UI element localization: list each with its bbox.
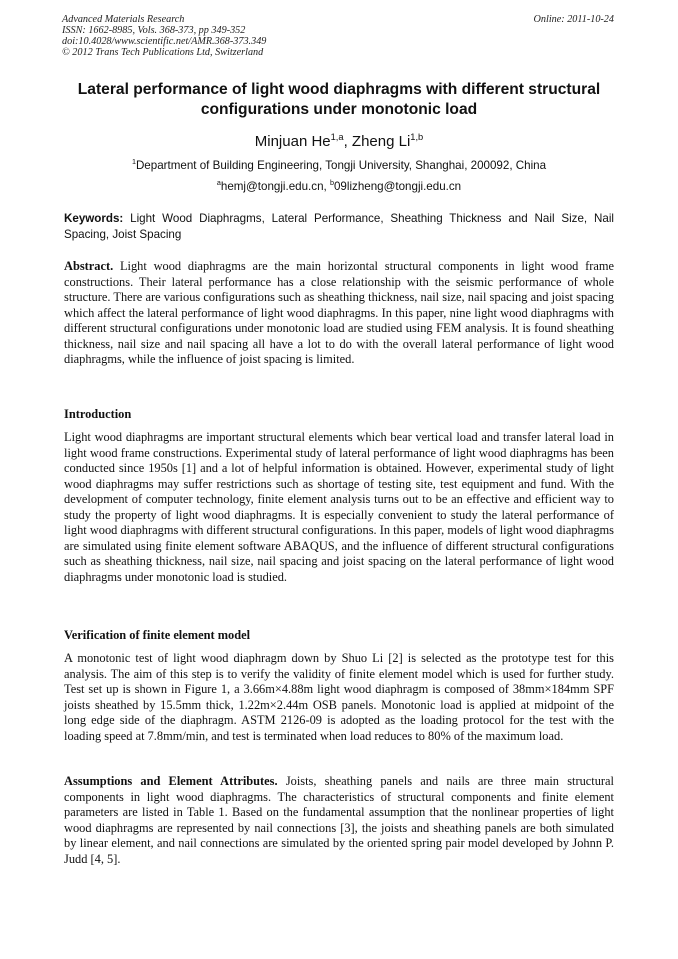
doi-line: doi:10.4028/www.scientific.net/AMR.368-373.349: [62, 36, 267, 47]
copyright-line: © 2012 Trans Tech Publications Ltd, Switzerland: [62, 47, 264, 58]
author-2-affil-sup: 1,b: [410, 132, 424, 142]
issn-line: ISSN: 1662-8985, Vols. 368-373, pp 349-352: [62, 25, 246, 36]
assumptions-text: Joists, sheathing panels and nails are three main structural components in light wood diaphragms. The characteristics of structural components and finite element parameters are listed in Table 1. Based on the fundamental assumption that the nonlinear properties of light wood diaphragms are represented by nail connections [3], the joists and sheathing panels are both simulated by linear element, and nail connections are simulated by the oriented spring pair model developed by Johnn P. Judd [4, 5].: [64, 774, 614, 866]
abstract-text: Light wood diaphragms are the main horizontal structural components in light wood frame constructions. Their lateral performance has a close relationship with the seismic performance of whole structure. There are various configurations such as sheathing thickness, nail size, nail spacing and joist spacing which affect the lateral performance of light wood diaphragms. In this paper, nine light wood diaphragms with different structural configurations under monotonic load are studied using FEM analysis. It is found sheathing thickness, nail size and nail spacing all have a lot to do with the overall lateral performance of light wood diaphragms, while the influence of joist spacing is limited.: [64, 259, 614, 366]
assumptions-label: Assumptions and Element Attributes.: [64, 774, 278, 788]
email-a-sup: a: [216, 178, 221, 188]
keywords-label: Keywords:: [64, 212, 124, 225]
email-a: hemj@tongji.edu.cn,: [220, 180, 330, 193]
author-separator: ,: [343, 133, 352, 150]
introduction-heading: Introduction: [64, 407, 132, 421]
paper-title: Lateral performance of light wood diaphragms with different structural configurations under monotonic load: [77, 81, 601, 118]
author-1-affil-sup: 1,a: [330, 132, 344, 142]
verification-paragraph: A monotonic test of light wood diaphragm down by Shuo Li [2] is selected as the prototype test for this analysis. The aim of this step is to verify the validity of finite element model which is used for further study. Test set up is shown in Figure 1, a 3.66m×4.88m light wood diaphragm is composed of 38mm×184mm SPF joists sheathed by 15.5mm thick, 1.22m×2.44m OSB panels. Monotonic load is applied at midpoint of the long edge side of the diaphragm. ASTM 2126-09 is adopted as the loading protocol for the test with the loading speed at 7.8mm/min, and test is terminated when load reduces to 80% of the maximum load.: [64, 651, 614, 743]
author-2-name: Zheng Li: [351, 133, 411, 150]
journal-header: [62, 14, 614, 58]
email-b: 09lizheng@tongji.edu.cn: [333, 180, 462, 193]
email-line: [0, 180, 678, 194]
verification-heading: Verification of finite element model: [64, 628, 251, 642]
introduction-paragraph: Light wood diaphragms are important structural elements which bear vertical load and transfer lateral load in light wood frame constructions. Experimental study of lateral performance of light wood diaphragms has been conducted since 1950s [1] and a lot of helpful information is obtained. However, experimental study of light wood diaphragms may suffer restrictions such as shortage of testing site, test equipment and fund. With the development of computer technology, finite element analysis turns out to be an effective and efficient way to study the property of light wood diaphragms. It is especially convenient to study the lateral performance of light wood diaphragms with different structural configurations. In this paper, models of light wood diaphragms are simulated using finite element software ABAQUS, and the influence of different structural configurations such as sheathing thickness, nail size, nail spacing and joist spacing on the lateral performance of light wood diaphragms under monotonic load is studied.: [64, 430, 614, 584]
affiliation-text: Department of Building Engineering, Tongji University, Shanghai, 200092, China: [135, 159, 547, 172]
online-date: Online: 2011-10-24: [533, 14, 614, 25]
abstract-label: Abstract.: [64, 259, 114, 273]
keywords-block: [64, 211, 614, 243]
assumptions-paragraph: [64, 774, 614, 867]
affiliation-sup: 1: [131, 157, 136, 167]
email-b-sup: b: [329, 178, 334, 188]
keywords-text: Light Wood Diaphragms, Lateral Performance, Sheathing Thickness and Nail Size, Nail Spacing, Joist Spacing: [64, 212, 614, 241]
affiliation-line: [0, 159, 678, 173]
author-line: [0, 133, 678, 151]
journal-name: Advanced Materials Research: [62, 14, 185, 25]
author-1-name: Minjuan He: [254, 133, 331, 150]
abstract-block: [64, 259, 614, 368]
